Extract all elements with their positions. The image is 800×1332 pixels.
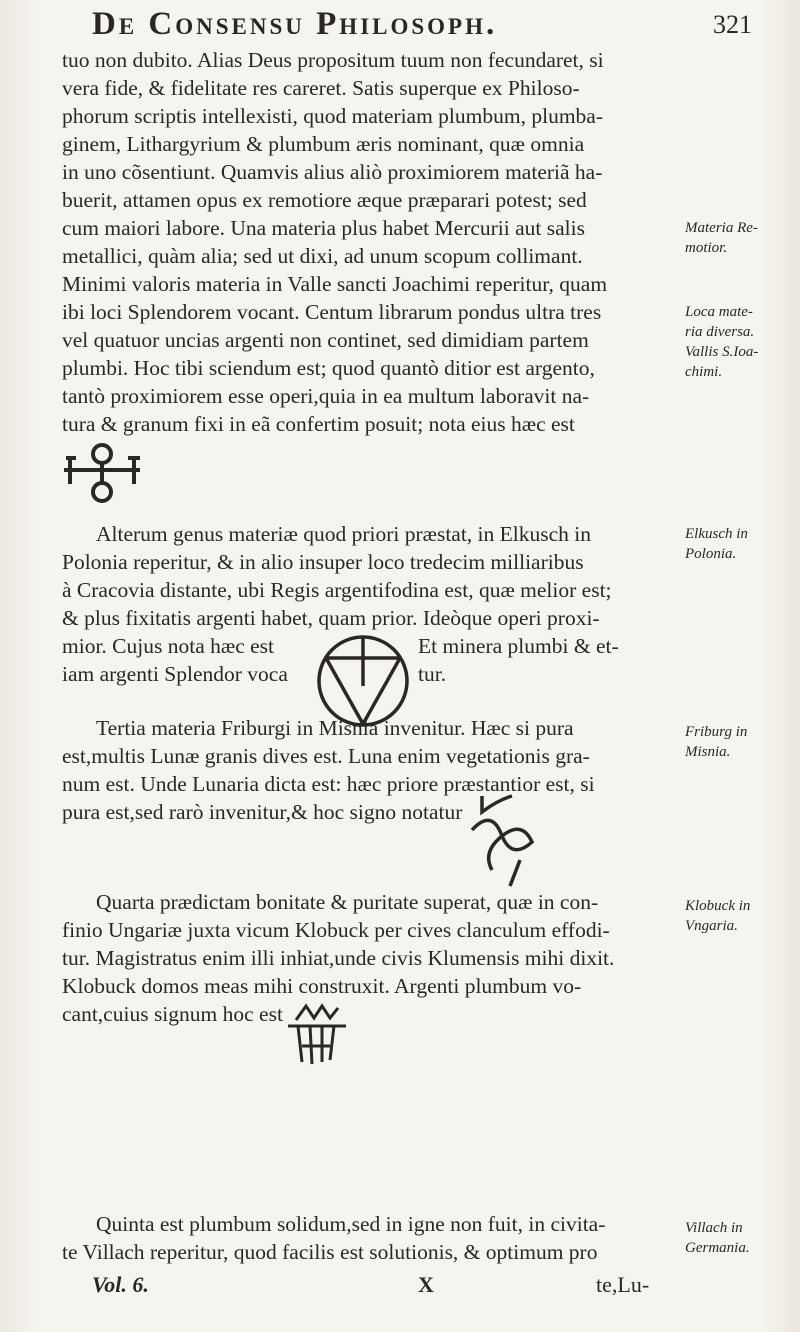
text-line: Alterum genus materiæ quod priori præstat, in Elkusch in (96, 522, 592, 546)
text-line: metallici, quàm alia; sed ut dixi, ad unum scopum collimant. (62, 244, 583, 268)
text-line: ibi loci Splendorem vocant. Centum librarum pondus ultra tres (62, 300, 602, 324)
text-line: plumbi. Hoc tibi sciendum est; quod quantò ditior est argento, (62, 356, 595, 380)
margin-note-line: Misnia. (685, 744, 731, 760)
margin-note-line: motior. (685, 240, 728, 256)
text-line: tantò proximiorem esse operi,quia in ea multum laboravit na- (62, 384, 590, 408)
text-line: cant,cuius signum hoc est (62, 1002, 283, 1026)
running-header (92, 6, 752, 46)
margin-note-line: Loca mate- (685, 304, 753, 320)
text-line: tur. (418, 662, 447, 686)
text-line: Tertia materia Friburgi in Misnia invenitur. Hæc si pura (96, 716, 574, 740)
margin-note-line: chimi. (685, 364, 723, 380)
margin-note-loca (685, 302, 797, 382)
text-line: in uno cõsentiunt. Quamvis alius aliò proximiorem materiã ha- (62, 160, 603, 184)
margin-note-line: Germania. (685, 1240, 750, 1256)
splendor-symbol (62, 440, 144, 508)
klobuck-symbol (280, 998, 356, 1068)
margin-note-line: Vallis S.Ioa- (685, 344, 759, 360)
text-line: Quinta est plumbum solidum,sed in igne non fuit, in civita- (96, 1212, 606, 1236)
text-line: Polonia reperitur, & in alio insuper loco tredecim milliaribus (62, 550, 584, 574)
text-line: Klobuck domos meas mihi construxit. Argenti plumbum vo- (62, 974, 582, 998)
text-line: vel quatuor uncias argenti non continet, sed dimidiam partem (62, 328, 589, 352)
margin-note-line: Villach in (685, 1220, 743, 1236)
catchword: te,Lu- (596, 1272, 650, 1297)
text-line: à Cracovia distante, ubi Regis argentifodina est, quæ melior est; (62, 578, 612, 602)
running-title: De Consensu Philosoph. (92, 6, 498, 42)
text-line: iam argenti Splendor voca (62, 662, 288, 686)
text-line: buerit, attamen opus ex remotiore æque præparari potest; sed (62, 188, 587, 212)
margin-note-elkusch (685, 524, 797, 564)
text-line: pura est,sed rarò invenitur,& hoc signo notatur (62, 800, 463, 824)
text-line: Et minera plumbi & et- (418, 634, 619, 658)
margin-note-line: Elkusch in (685, 526, 748, 542)
margin-note-line: Materia Re- (685, 220, 758, 236)
text-line: Quarta prædictam bonitate & puritate superat, quæ in con- (96, 890, 599, 914)
text-line: te Villach reperitur, quod facilis est solutionis, & optimum pro (62, 1240, 598, 1264)
text-line: ginem, Lithargyrium & plumbum æris nominant, quæ omnia (62, 132, 585, 156)
margin-note-line: Polonia. (685, 546, 737, 562)
margin-note-friburg (685, 722, 797, 762)
margin-note-materia (685, 218, 797, 258)
text-line: finio Ungariæ juxta vicum Klobuck per cives clanculum effodi- (62, 918, 610, 942)
margin-note-line: Vngaria. (685, 918, 738, 934)
text-line: & plus fixitatis argenti habet, quam prior. Ideòque operi proxi- (62, 606, 600, 630)
text-line: phorum scriptis intellexisti, quod materiam plumbum, plumba- (62, 104, 604, 128)
margin-note-line: Klobuck in (685, 898, 751, 914)
text-line: tur. Magistratus enim illi inhiat,unde civis Klumensis mihi dixit. (62, 946, 615, 970)
text-line: tura & granum fixi in eã confertim posuit; nota eius hæc est (62, 412, 575, 436)
text-line: mior. Cujus nota hæc est (62, 634, 275, 658)
text-line: tuo non dubito. Alias Deus propositum tuum non fecundaret, si (62, 48, 604, 72)
text-line: cum maiori labore. Una materia plus habet Mercurii aut salis (62, 216, 585, 240)
page-number: 321 (713, 10, 752, 39)
margin-note-line: Friburg in (685, 724, 748, 740)
margin-note-villach (685, 1218, 797, 1258)
text-line: num est. Unde Lunaria dicta est: hæc priore præstantior est, si (62, 772, 595, 796)
volume-signature: Vol. 6. (92, 1272, 149, 1297)
margin-note-klobuck (685, 896, 797, 936)
margin-note-line: ria diversa. (685, 324, 755, 340)
text-line: Minimi valoris materia in Valle sancti Joachimi reperitur, quam (62, 272, 608, 296)
text-line: vera fide, & fidelitate res careret. Satis superque ex Philoso- (62, 76, 580, 100)
text-line: est,multis Lunæ granis dives est. Luna enim vegetationis gra- (62, 744, 590, 768)
signature-mark: X (418, 1272, 434, 1297)
friburg-symbol (462, 790, 542, 890)
